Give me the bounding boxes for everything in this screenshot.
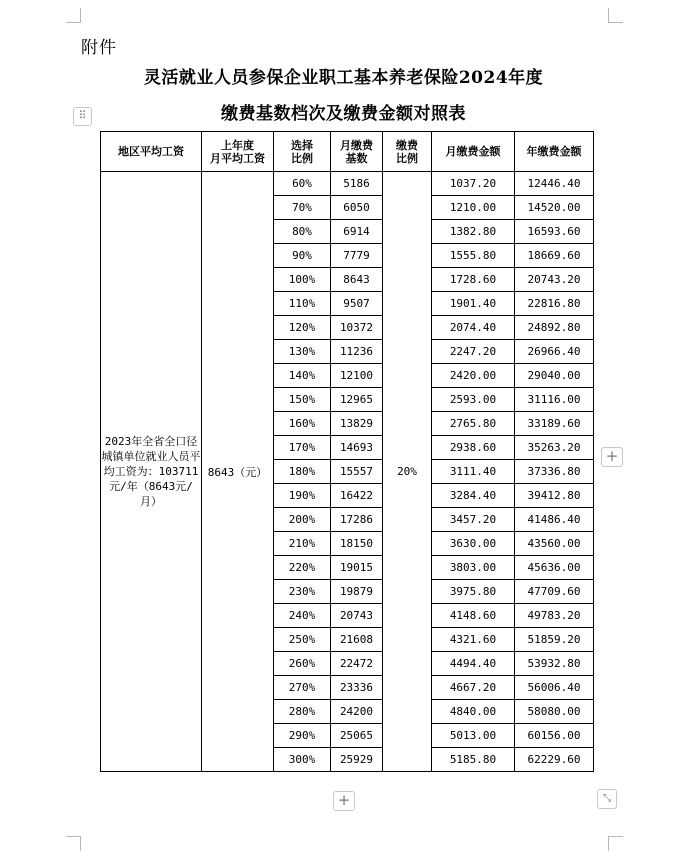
page-corner-mark-bottom-right — [608, 836, 623, 851]
base-cell: 12100 — [331, 364, 383, 388]
ratio-cell: 70% — [274, 196, 331, 220]
ratio-cell: 140% — [274, 364, 331, 388]
yearly-amount-cell: 47709.60 — [515, 580, 594, 604]
add-column-plus-icon[interactable]: + — [601, 447, 623, 467]
contribution-rate-cell: 20% — [383, 172, 432, 772]
ratio-cell: 150% — [274, 388, 331, 412]
yearly-amount-cell: 58080.00 — [515, 700, 594, 724]
monthly-amount-cell: 4321.60 — [432, 628, 515, 652]
base-cell: 21608 — [331, 628, 383, 652]
ratio-cell: 230% — [274, 580, 331, 604]
base-cell: 13829 — [331, 412, 383, 436]
yearly-amount-cell: 24892.80 — [515, 316, 594, 340]
yearly-amount-cell: 53932.80 — [515, 652, 594, 676]
yearly-amount-cell: 14520.00 — [515, 196, 594, 220]
yearly-amount-cell: 35263.20 — [515, 436, 594, 460]
monthly-amount-cell: 3111.40 — [432, 460, 515, 484]
yearly-amount-cell: 20743.20 — [515, 268, 594, 292]
ratio-cell: 280% — [274, 700, 331, 724]
page-corner-mark-bottom-left — [66, 836, 81, 851]
ratio-cell: 240% — [274, 604, 331, 628]
monthly-amount-cell: 4494.40 — [432, 652, 515, 676]
ratio-cell: 300% — [274, 748, 331, 772]
yearly-amount-cell: 26966.40 — [515, 340, 594, 364]
base-cell: 23336 — [331, 676, 383, 700]
monthly-amount-cell: 2247.20 — [432, 340, 515, 364]
base-cell: 9507 — [331, 292, 383, 316]
yearly-amount-cell: 60156.00 — [515, 724, 594, 748]
base-cell: 20743 — [331, 604, 383, 628]
base-cell: 19015 — [331, 556, 383, 580]
base-cell: 25065 — [331, 724, 383, 748]
yearly-amount-cell: 31116.00 — [515, 388, 594, 412]
base-cell: 7779 — [331, 244, 383, 268]
yearly-amount-cell: 41486.40 — [515, 508, 594, 532]
header-region: 地区平均工资 — [101, 132, 202, 172]
ratio-cell: 270% — [274, 676, 331, 700]
base-cell: 16422 — [331, 484, 383, 508]
ratio-cell: 60% — [274, 172, 331, 196]
yearly-amount-cell: 56006.40 — [515, 676, 594, 700]
monthly-amount-cell: 1728.60 — [432, 268, 515, 292]
ratio-cell: 160% — [274, 412, 331, 436]
base-cell: 14693 — [331, 436, 383, 460]
ratio-cell: 200% — [274, 508, 331, 532]
monthly-amount-cell: 4148.60 — [432, 604, 515, 628]
header-yearly-amount: 年缴费金额 — [515, 132, 594, 172]
monthly-amount-cell: 1037.20 — [432, 172, 515, 196]
ratio-cell: 190% — [274, 484, 331, 508]
region-average-wage-cell: 2023年全省全口径城镇单位就业人员平均工资为：103711元/年（8643元/月） — [101, 172, 202, 772]
header-ratio: 选择 比例 — [274, 132, 331, 172]
ratio-cell: 120% — [274, 316, 331, 340]
header-base: 月缴费 基数 — [331, 132, 383, 172]
monthly-amount-cell: 2420.00 — [432, 364, 515, 388]
monthly-amount-cell: 4667.20 — [432, 676, 515, 700]
ratio-cell: 170% — [274, 436, 331, 460]
yearly-amount-cell: 43560.00 — [515, 532, 594, 556]
page-corner-mark-top-left — [66, 8, 81, 23]
base-cell: 25929 — [331, 748, 383, 772]
yearly-amount-cell: 37336.80 — [515, 460, 594, 484]
monthly-amount-cell: 1555.80 — [432, 244, 515, 268]
yearly-amount-cell: 12446.40 — [515, 172, 594, 196]
monthly-amount-cell: 2593.00 — [432, 388, 515, 412]
base-cell: 22472 — [331, 652, 383, 676]
monthly-amount-cell: 2765.80 — [432, 412, 515, 436]
base-cell: 18150 — [331, 532, 383, 556]
base-cell: 12965 — [331, 388, 383, 412]
monthly-amount-cell: 2074.40 — [432, 316, 515, 340]
yearly-amount-cell: 16593.60 — [515, 220, 594, 244]
ratio-cell: 130% — [274, 340, 331, 364]
yearly-amount-cell: 49783.20 — [515, 604, 594, 628]
ratio-cell: 180% — [274, 460, 331, 484]
ratio-cell: 100% — [274, 268, 331, 292]
base-cell: 24200 — [331, 700, 383, 724]
yearly-amount-cell: 22816.80 — [515, 292, 594, 316]
ratio-cell: 260% — [274, 652, 331, 676]
base-cell: 6914 — [331, 220, 383, 244]
document-title-line2: 缴费基数档次及缴费金额对照表 — [221, 104, 466, 124]
monthly-amount-cell: 3975.80 — [432, 580, 515, 604]
ratio-cell: 220% — [274, 556, 331, 580]
monthly-amount-cell: 3457.20 — [432, 508, 515, 532]
yearly-amount-cell: 39412.80 — [515, 484, 594, 508]
monthly-amount-cell: 5185.80 — [432, 748, 515, 772]
ratio-cell: 290% — [274, 724, 331, 748]
ratio-cell: 250% — [274, 628, 331, 652]
ratio-cell: 110% — [274, 292, 331, 316]
header-monthly-amount: 月缴费金额 — [432, 132, 515, 172]
base-cell: 6050 — [331, 196, 383, 220]
table-row — [101, 172, 594, 196]
base-cell: 8643 — [331, 268, 383, 292]
monthly-amount-cell: 2938.60 — [432, 436, 515, 460]
monthly-amount-cell: 4840.00 — [432, 700, 515, 724]
monthly-amount-cell: 1210.00 — [432, 196, 515, 220]
yearly-amount-cell: 33189.60 — [515, 412, 594, 436]
base-cell: 11236 — [331, 340, 383, 364]
table-header-row — [101, 132, 594, 172]
yearly-amount-cell: 18669.60 — [515, 244, 594, 268]
document-title-line1: 灵活就业人员参保企业职工基本养老保险2024年度 — [143, 68, 544, 88]
base-cell: 17286 — [331, 508, 383, 532]
monthly-amount-cell: 5013.00 — [432, 724, 515, 748]
prev-year-wage-cell: 8643（元） — [202, 172, 274, 772]
base-cell: 15557 — [331, 460, 383, 484]
table-body — [101, 172, 594, 772]
table-resize-icon[interactable]: ⤡ — [597, 789, 617, 809]
base-cell: 10372 — [331, 316, 383, 340]
monthly-amount-cell: 3803.00 — [432, 556, 515, 580]
contribution-table — [100, 131, 594, 772]
attachment-label: 附件 — [81, 38, 117, 58]
page-corner-mark-top-right — [608, 8, 623, 23]
monthly-amount-cell: 1901.40 — [432, 292, 515, 316]
move-handle-icon[interactable]: ⠿ — [73, 107, 92, 126]
add-row-plus-icon[interactable]: + — [333, 791, 355, 811]
monthly-amount-cell: 3284.40 — [432, 484, 515, 508]
ratio-cell: 80% — [274, 220, 331, 244]
header-prev-year-wage: 上年度 月平均工资 — [202, 132, 274, 172]
yearly-amount-cell: 29040.00 — [515, 364, 594, 388]
ratio-cell: 90% — [274, 244, 331, 268]
base-cell: 5186 — [331, 172, 383, 196]
monthly-amount-cell: 3630.00 — [432, 532, 515, 556]
yearly-amount-cell: 51859.20 — [515, 628, 594, 652]
yearly-amount-cell: 45636.00 — [515, 556, 594, 580]
ratio-cell: 210% — [274, 532, 331, 556]
header-rate: 缴费 比例 — [383, 132, 432, 172]
yearly-amount-cell: 62229.60 — [515, 748, 594, 772]
base-cell: 19879 — [331, 580, 383, 604]
monthly-amount-cell: 1382.80 — [432, 220, 515, 244]
